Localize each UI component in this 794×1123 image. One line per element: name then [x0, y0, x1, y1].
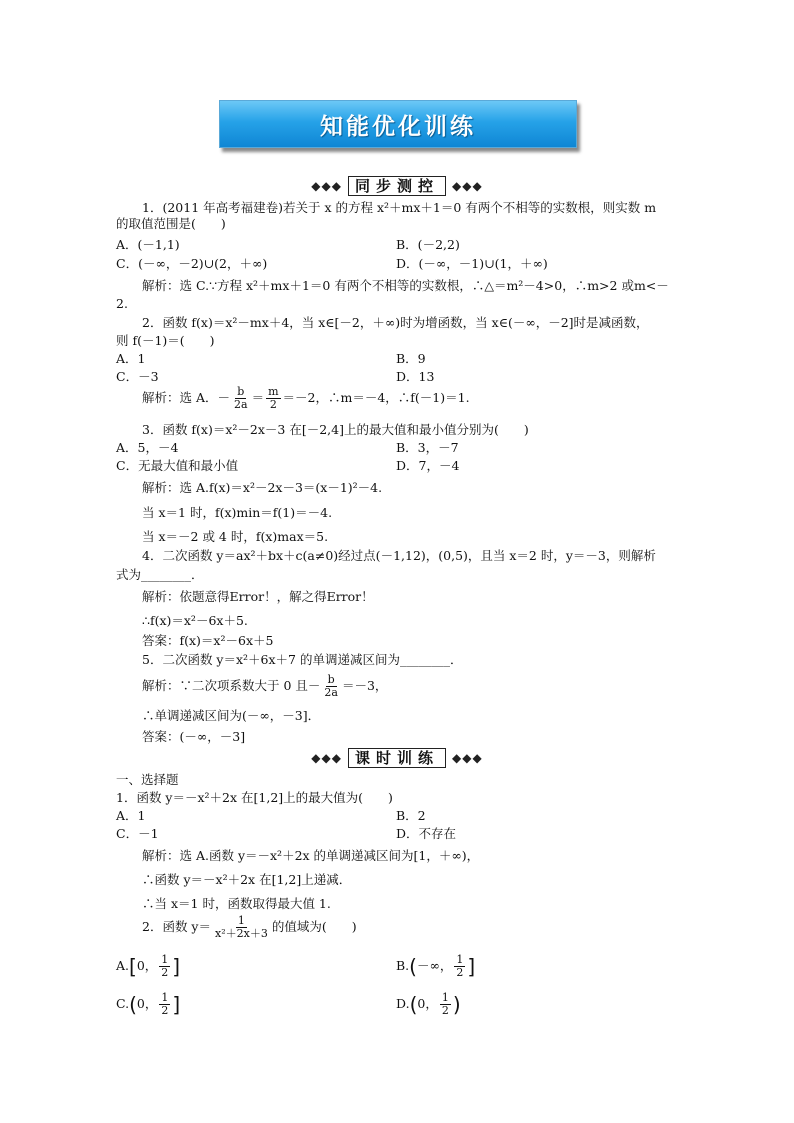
question-1-stem-cont: 的取值范围是( ) — [116, 216, 226, 231]
option-d: D．(－∞，－1)∪(1，＋∞) — [396, 256, 548, 271]
solution-line: 解析：选 C.∵方程 x²＋mx＋1＝0 有两个不相等的实数根，∴△＝m²－4>0，∴m>2 或m<－ — [142, 278, 669, 293]
fraction — [159, 992, 170, 1017]
interval-start: 0， — [417, 996, 438, 1011]
fraction — [232, 386, 250, 411]
question-4-stem-cont: 式为________． — [116, 567, 204, 582]
denominator: 2 — [456, 966, 464, 979]
bracket-left: ( — [409, 954, 417, 979]
option-b: B．9 — [396, 351, 426, 366]
option-a: A．1 — [116, 808, 146, 823]
bracket-right: ) — [452, 992, 461, 1017]
option-c — [116, 992, 180, 1017]
option-a — [116, 954, 180, 979]
denominator: 2a — [234, 398, 248, 411]
solution-line: 解析：选 A.函数 y＝－x²＋2x 的单调递减区间为[1，＋∞)， — [142, 848, 480, 863]
bracket-left: [ — [129, 954, 137, 979]
question-2-stem — [142, 915, 357, 940]
section-header-sync — [0, 176, 794, 196]
option-label: D. — [396, 996, 410, 1011]
fraction — [213, 915, 270, 940]
fraction — [440, 992, 451, 1017]
option-d: D．13 — [396, 369, 435, 384]
bracket-right: ] — [467, 954, 476, 979]
denominator: 2 — [441, 1004, 449, 1017]
question-1-stem: 1．(2011 年高考福建卷)若关于 x 的方程 x²＋mx＋1＝0 有两个不相等的实数根，则实数 m — [142, 200, 657, 215]
solution-text: ＝－2，∴m＝－4，∴f(－1)＝1. — [282, 390, 470, 405]
solution-line: 解析：依题意得Error！，解之得Error！ — [142, 589, 374, 604]
option-a: A．5，－4 — [116, 440, 179, 455]
section-title: 课时训练 — [348, 748, 446, 768]
question-5-stem: 5．二次函数 y＝x²＋6x＋7 的单调递减区间为________． — [142, 652, 463, 667]
section-header-course — [0, 748, 794, 768]
diamond-ornament-icon: ◆◆◆ — [452, 751, 483, 765]
option-a: A．1 — [116, 351, 146, 366]
bracket-right: ] — [172, 992, 181, 1017]
diamond-ornament-icon: ◆◆◆ — [311, 751, 342, 765]
fraction — [454, 954, 465, 979]
section-title: 同步测控 — [348, 176, 446, 196]
question-text: 的值域为( ) — [271, 919, 357, 934]
solution-line: 当 x＝－2 或 4 时，f(x)max＝5. — [142, 529, 329, 544]
denominator: 2 — [161, 966, 169, 979]
question-2-stem: 2．函数 f(x)＝x²－mx＋4，当 x∈[－2，＋∞)时为增函数，当 x∈(－∞，－2]时是减函数， — [142, 315, 649, 330]
solution-line-fraction — [142, 674, 387, 699]
numerator: m — [268, 385, 279, 398]
interval-start: －∞， — [416, 958, 453, 973]
numerator: 1 — [456, 953, 464, 966]
diamond-ornament-icon: ◆◆◆ — [452, 179, 483, 193]
option-d: D．7，－4 — [396, 458, 460, 473]
option-c: C．－3 — [116, 369, 159, 384]
question-2-stem-cont: 则 f(－1)＝( ) — [116, 333, 215, 348]
title-banner — [219, 100, 577, 148]
question-text: 2．函数 y＝ — [142, 919, 211, 934]
option-b: B．2 — [396, 808, 426, 823]
answer-line: 答案：f(x)＝x²－6x＋5 — [142, 633, 274, 648]
solution-text: ＝－3， — [341, 678, 388, 693]
solution-text: ＝ — [251, 390, 265, 405]
denominator: 2 — [161, 1004, 169, 1017]
solution-line: ∴函数 y＝－x²＋2x 在[1,2]上递减． — [142, 872, 352, 887]
solution-text: 解析：选 A．－ — [142, 390, 231, 405]
bracket-left: ( — [409, 992, 418, 1017]
option-c: C．－1 — [116, 826, 159, 841]
solution-line: ∴f(x)＝x²－6x＋5. — [142, 613, 248, 628]
fraction — [266, 386, 280, 411]
solution-line-fraction — [142, 386, 470, 411]
question-1-stem: 1．函数 y＝－x²＋2x 在[1,2]上的最大值为( ) — [116, 790, 393, 805]
denominator: x²＋2x＋3 — [215, 927, 268, 940]
option-label: C. — [116, 996, 130, 1011]
question-3-stem: 3．函数 f(x)＝x²－2x－3 在[－2,4]上的最大值和最小值分别为( ) — [142, 422, 529, 437]
option-a: A．(－1,1) — [116, 237, 180, 252]
diamond-ornament-icon: ◆◆◆ — [311, 179, 342, 193]
solution-text: 解析：∵二次项系数大于 0 且－ — [142, 678, 321, 693]
option-d: D．不存在 — [396, 826, 457, 841]
answer-line: 答案：(－∞，－3] — [142, 729, 246, 744]
denominator: 2a — [324, 686, 338, 699]
solution-line-cont: 2. — [116, 296, 128, 311]
interval-start: 0， — [136, 996, 158, 1011]
option-b: B．3，－7 — [396, 440, 459, 455]
solution-line: 解析：选 A.f(x)＝x²－2x－3＝(x－1)²－4. — [142, 480, 383, 495]
fraction — [159, 954, 170, 979]
question-4-stem: 4．二次函数 y＝ax²＋bx＋c(a≠0)经过点(－1,12)，(0,5)，且当 x＝2 时，y＝－3，则解析 — [142, 548, 656, 563]
banner-title: 知能优化训练 — [320, 113, 476, 140]
numerator: 1 — [161, 953, 169, 966]
option-d — [396, 992, 461, 1017]
part-heading: 一、选择题 — [116, 772, 179, 787]
numerator: 1 — [237, 914, 245, 927]
interval-start: 0， — [136, 958, 158, 973]
solution-line: ∴单调递减区间为(－∞，－3]． — [142, 708, 321, 723]
solution-line: ∴当 x＝1 时，函数取得最大值 1. — [142, 896, 331, 911]
option-label: A. — [116, 958, 130, 973]
option-c: C．无最大值和最小值 — [116, 458, 239, 473]
bracket-right: ] — [172, 954, 181, 979]
option-label: B. — [396, 958, 410, 973]
numerator: 1 — [441, 991, 449, 1004]
numerator: 1 — [161, 991, 169, 1004]
bracket-left: ( — [129, 992, 137, 1017]
denominator: 2 — [269, 398, 277, 411]
option-c: C．(－∞，－2)∪(2，＋∞) — [116, 256, 268, 271]
option-b — [396, 954, 475, 979]
option-b: B．(－2,2) — [396, 237, 460, 252]
solution-line: 当 x＝1 时，f(x)min＝f(1)＝－4. — [142, 505, 333, 520]
fraction — [322, 674, 340, 699]
numerator: b — [237, 385, 245, 398]
numerator: b — [327, 673, 335, 686]
